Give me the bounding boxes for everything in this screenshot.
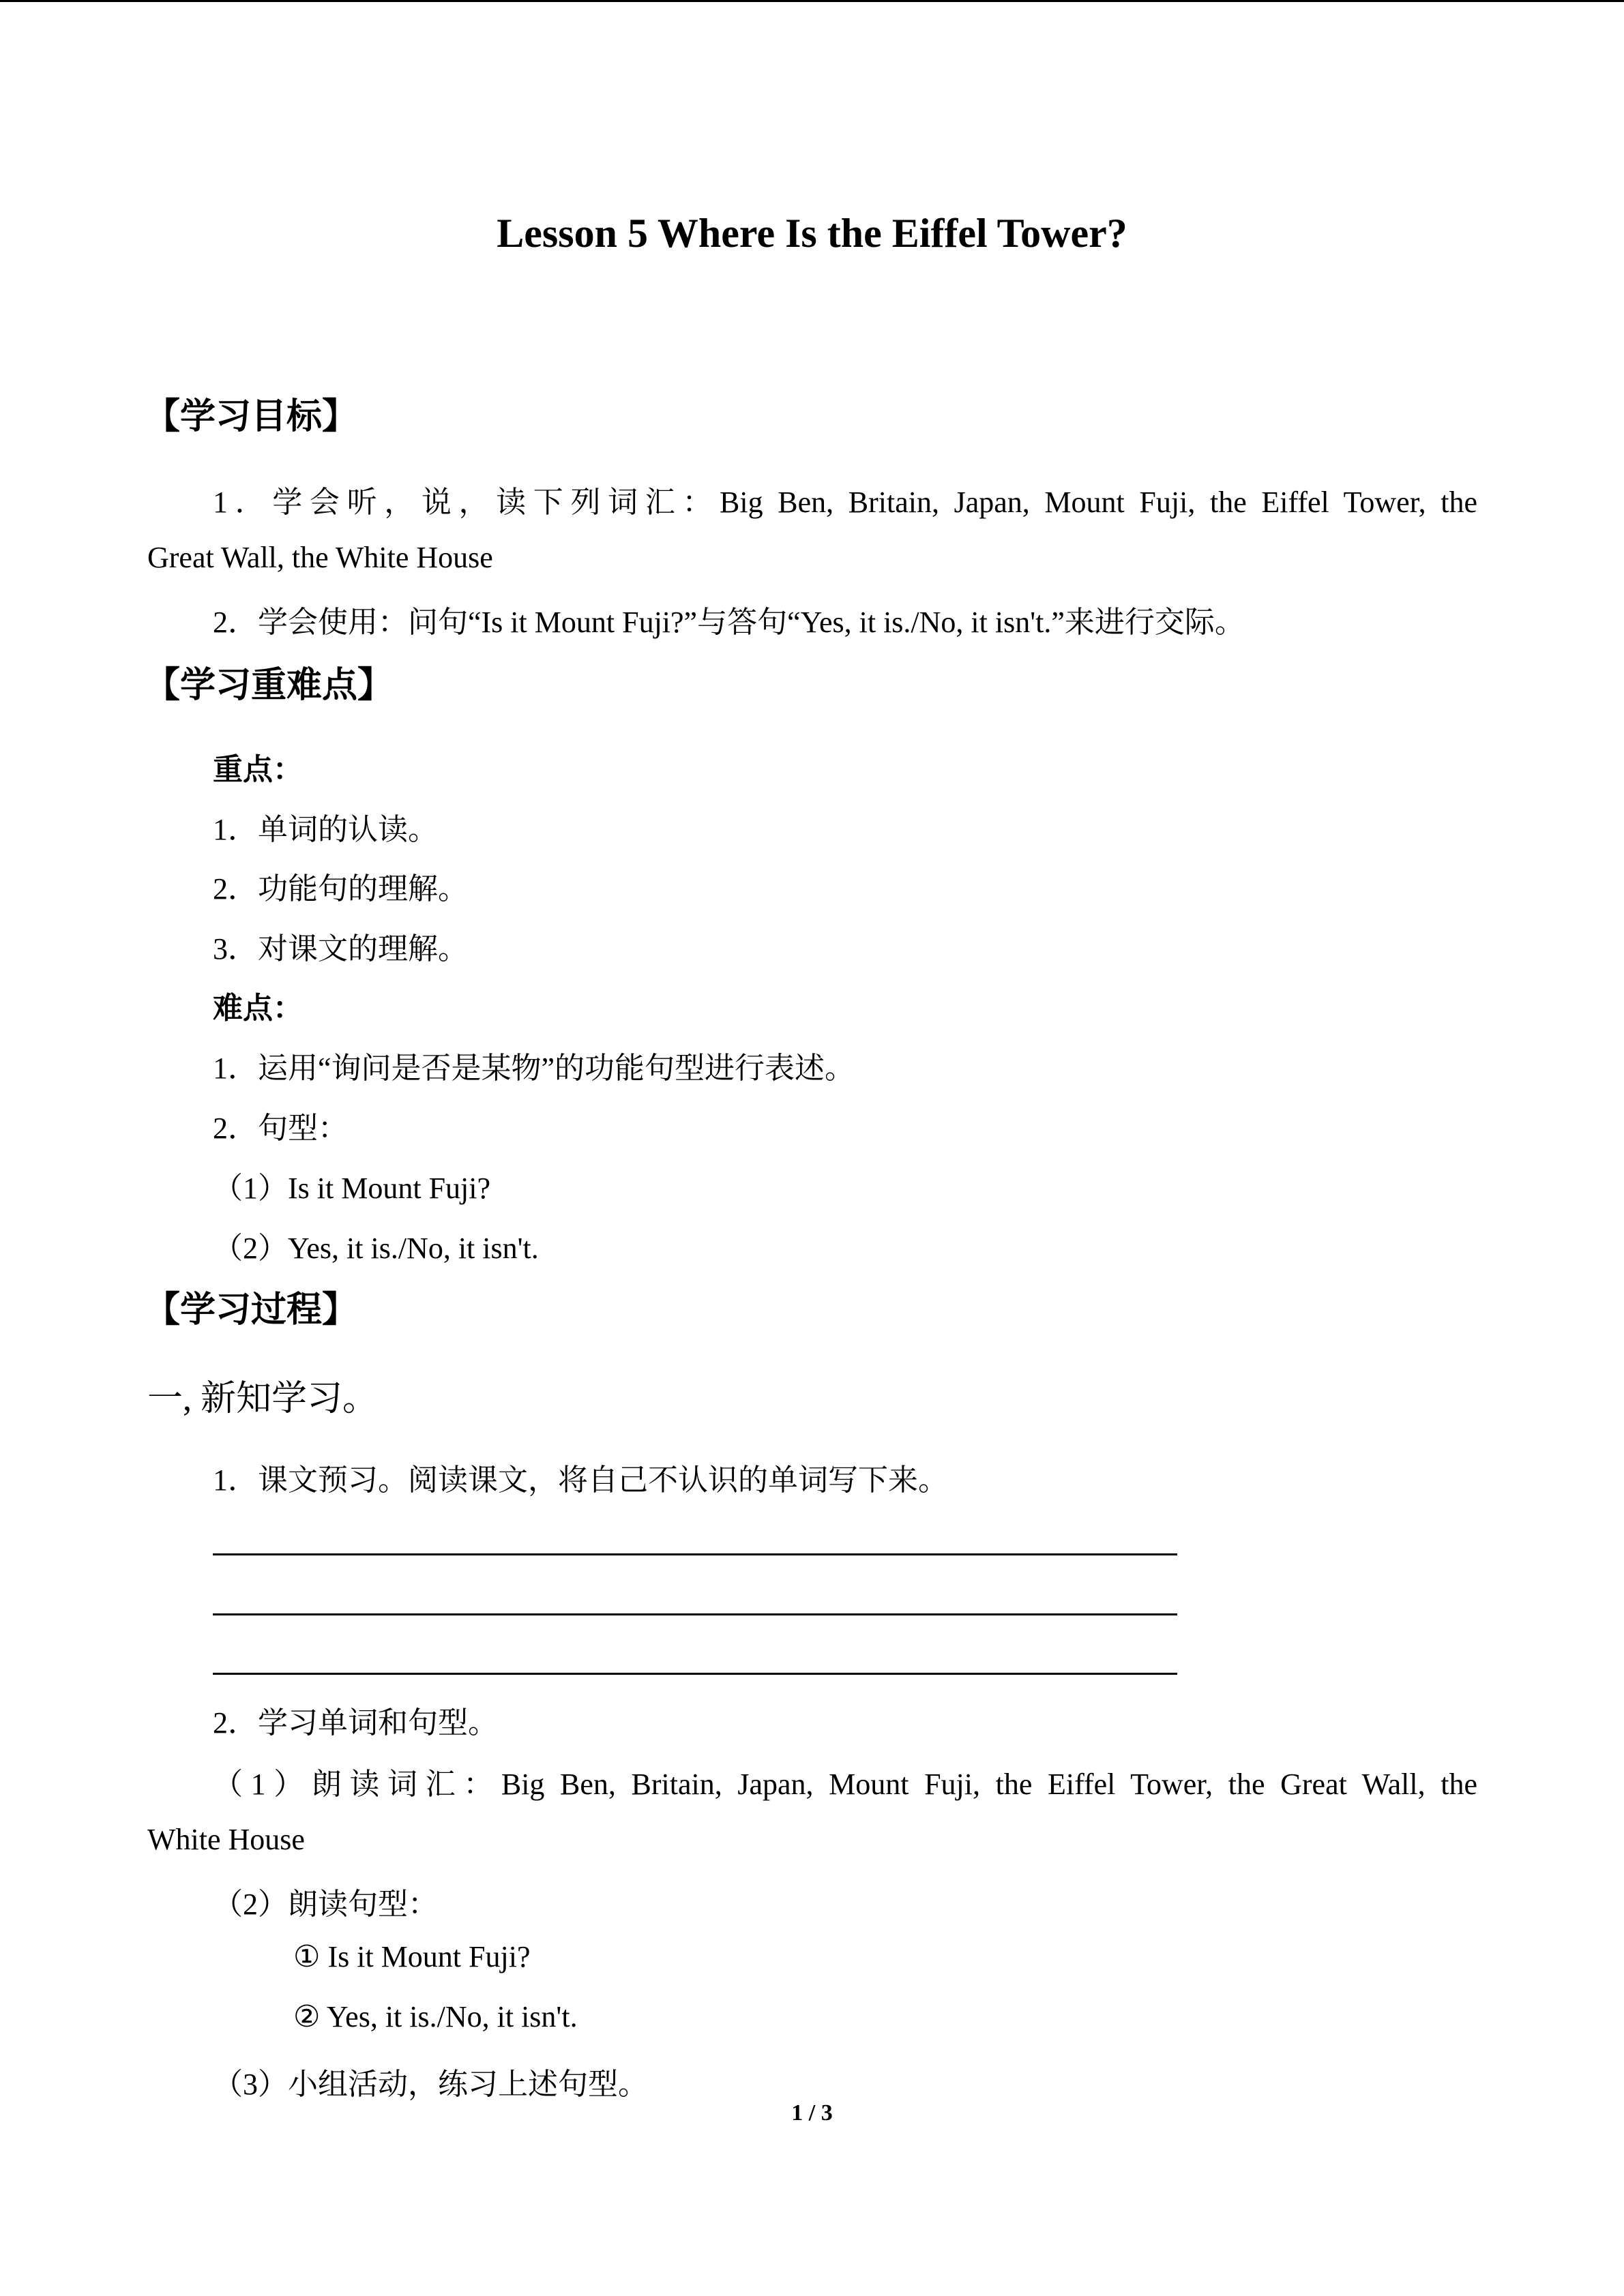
heading-process: 【学习过程】 [145, 1289, 358, 1330]
key-item-3: 3．对课文的理解。 [213, 932, 468, 966]
page-number: 1 / 3 [791, 2100, 833, 2126]
read-vocab-line1: （1）朗读词汇：Big Ben, Britain, Japan, Mount Fuji, the Eiffel Tower, the Great Wall, the [213, 1768, 1477, 1801]
heading-key-points: 【学习重难点】 [145, 665, 394, 706]
answer-blank-line[interactable] [213, 1553, 1177, 1555]
objective-item-2: 2．学会使用：问句“Is it Mount Fuji?”与答句“Yes, it is./No, it isn't.”来进行交际。 [213, 606, 1245, 639]
difficult-item-2: 2．句型： [213, 1112, 348, 1145]
key-item-1: 1．单词的认读。 [213, 813, 438, 846]
objective-item-1-line2: Great Wall, the White House [147, 541, 493, 574]
page-top-border [0, 0, 1624, 2]
answer-blank-line[interactable] [213, 1673, 1177, 1675]
difficult-item-1: 1．运用“询问是否是某物”的功能句型进行表述。 [213, 1052, 855, 1085]
key-label: 重点： [213, 753, 303, 786]
read-pattern-2: ② Yes, it is./No, it isn't. [293, 2000, 578, 2033]
heading-objectives: 【学习目标】 [145, 396, 358, 437]
read-patterns: （2）朗读句型： [213, 1888, 438, 1921]
answer-blank-line[interactable] [213, 1613, 1177, 1615]
step-2: 2．学习单词和句型。 [213, 1706, 498, 1740]
read-pattern-1: ① Is it Mount Fuji? [293, 1940, 531, 1973]
group-activity: （3）小组活动，练习上述句型。 [213, 2068, 648, 2101]
key-item-2: 2．功能句的理解。 [213, 872, 468, 906]
document-title: Lesson 5 Where Is the Eiffel Tower? [497, 211, 1127, 256]
pattern-2: （2）Yes, it is./No, it isn't. [213, 1232, 539, 1265]
difficult-label: 难点： [213, 992, 303, 1025]
pattern-1: （1）Is it Mount Fuji? [213, 1172, 491, 1205]
step-1: 1．课文预习。阅读课文，将自己不认识的单词写下来。 [213, 1463, 948, 1497]
section-new-knowledge: 一, 新知学习。 [147, 1380, 379, 1418]
read-vocab-line2: White House [147, 1823, 305, 1856]
objective-item-1-line1: 1．学会听，说，读下列词汇：Big Ben, Britain, Japan, Mount Fuji, the Eiffel Tower, the [213, 486, 1477, 519]
